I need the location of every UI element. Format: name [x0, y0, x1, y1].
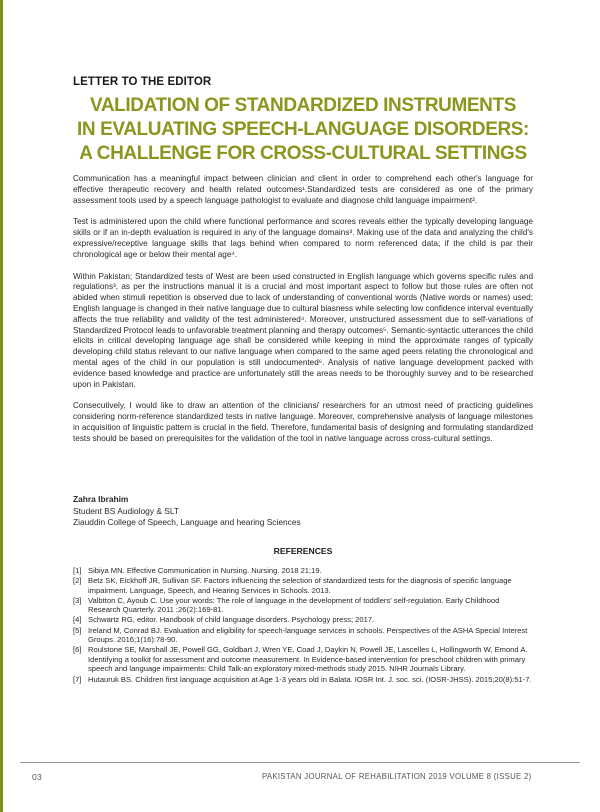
article-title — [73, 94, 533, 166]
reference-text: Valbtton C, Ayoub C. Use your words: The role of language in the development of toddlers' self-regulation. Early Childhood Research Quarterly. 2011 ;26(2):169-81. — [88, 595, 500, 615]
paragraph-3: Within Pakistan; Standardized tests of West are been used constructed in English language which governs specific rules and regulations³, as per the instructions manual it is a crucial and most important aspect to follow but those rules are often not abided when stimuli repetition is observed due to lack of understanding of conventional words (Native words or names) used; English language is changed in their native language due to cultural biasness while selecting low confidence interval eventually affects the true reliability and validity of the test administered⁴. Moreover, unstructured assessment due to self-variations of Standardized Protocol leads to unfavorable treatment planning and therapy outcomes⁵. Semantic-syntactic utterances the child elicits in critical developing language age shall be considered while keeping in mind the approximate ranges of typically developing child status relevant to our native language when compared to the same aged peers relating the chronological and mental ages of the child in our population is still undocumented⁶. Analysis of native language development packed with evidence based knowledge and practice are unfortunately still the areas needs to be thoroughly survey and to be researched upon in Pakistan. — [73, 271, 533, 389]
reference-item — [73, 596, 533, 615]
reference-text: Ireland M, Conrad BJ. Evaluation and eligibility for speech-language services in schools. Perspectives of the ASHA Special Interest Groups. 2016;1(16):78-90. — [88, 625, 528, 645]
left-accent-stripe — [0, 0, 3, 812]
reference-text: Roulstone SE, Marshall JE, Powell GG, Goldbart J, Wren YE, Coad J, Daykin N, Powell JE, Lascelles L, Hollingworth W, Emond A. Identifying a toolkit for assessment and outcome measurement. In Evidence-based intervention for preschool children with primary speech and language impairments: Child Talk-an exploratory mixed-methods study 2015. NIHR Journals Library. — [88, 645, 528, 674]
reference-text: Schwartz RG, editor. Handbook of child language disorders. Psychology press; 2017. — [88, 615, 375, 625]
reference-number: [2] — [73, 576, 82, 586]
reference-item — [73, 576, 533, 595]
author-block — [73, 494, 301, 529]
reference-number: [7] — [73, 674, 82, 684]
paragraph-2: Test is administered upon the child where functional performance and scores reveals either the typically developing language skills or if an in-depth evaluation is required in any of the language domains³. Making use of the data and analyzing the child's expressive/receptive language skills that lags behind when compared to norm referenced data; if the child is par their chronological age or below their mental age⁴. — [73, 217, 533, 259]
references-list — [73, 566, 533, 685]
author-name: Zahra Ibrahim — [73, 494, 129, 504]
paragraph-4: Consecutively, I would like to draw an attention of the clinicians/ researchers for an utmost need of practicing guidelines considering norm-reference standardized tests in native language. Moreover, comprehensive analysis of language milestones in acquisition of linguistic pattern is crucial in the field. Therefore, fundamental basis of designing and formulating standardized tests should be based on prerequisites for the validation of the tool in native language across cross-cultural settings. — [73, 401, 533, 443]
reference-item — [73, 566, 533, 576]
references-heading: REFERENCES — [273, 546, 333, 556]
reference-number: [4] — [73, 615, 82, 625]
reference-number: [5] — [73, 625, 82, 635]
letter-body — [73, 174, 533, 456]
title-line-3: A CHALLENGE FOR CROSS-CULTURAL SETTINGS — [79, 143, 527, 164]
reference-text: Betz SK, Eickhoff JR, Sullivan SF. Factors influencing the selection of standardized tests for the diagnosis of specific language impairment. Language, Speech, and Hearing Services in Schools. 2013. — [88, 576, 512, 595]
title-line-2: IN EVALUATING SPEECH-LANGUAGE DISORDERS: — [77, 119, 529, 140]
reference-item — [73, 645, 533, 674]
section-label: LETTER TO THE EDITOR — [73, 76, 212, 88]
reference-item — [73, 675, 533, 685]
reference-text: Hutauruk BS. Children first language acquisition at Age 1-3 years old in Balata. IOSR Int. J. soc. sci. (IOSR-JHSS). 2015;20(8):51-7. — [88, 674, 532, 684]
reference-number: [3] — [73, 595, 82, 605]
footer-divider — [20, 762, 580, 763]
reference-number: [6] — [73, 645, 82, 655]
page-number: 03 — [32, 772, 43, 782]
reference-text: Sibiya MN. Effective Communication in Nursing. Nursing. 2018 21;19. — [88, 566, 322, 575]
reference-number: [1] — [73, 566, 82, 575]
author-affiliation: Ziauddin College of Speech, Language and hearing Sciences — [73, 517, 301, 527]
reference-item — [73, 615, 533, 625]
title-line-1: VALIDATION OF STANDARDIZED INSTRUMENTS — [89, 95, 516, 116]
paragraph-1: Communication has a meaningful impact between clinician and client in order to comprehend each other's language for effective therapeutic recovery and health related outcomes¹.Standardized tests are considered as one of the primary assessment tools used by a speech language pathologist to evaluate and diagnose child language impairment². — [73, 174, 533, 205]
author-role: Student BS Audiology & SLT — [73, 505, 179, 516]
reference-item — [73, 626, 533, 645]
journal-footer: PAKISTAN JOURNAL OF REHABILITATION 2019 VOLUME 8 (ISSUE 2) — [262, 772, 532, 781]
